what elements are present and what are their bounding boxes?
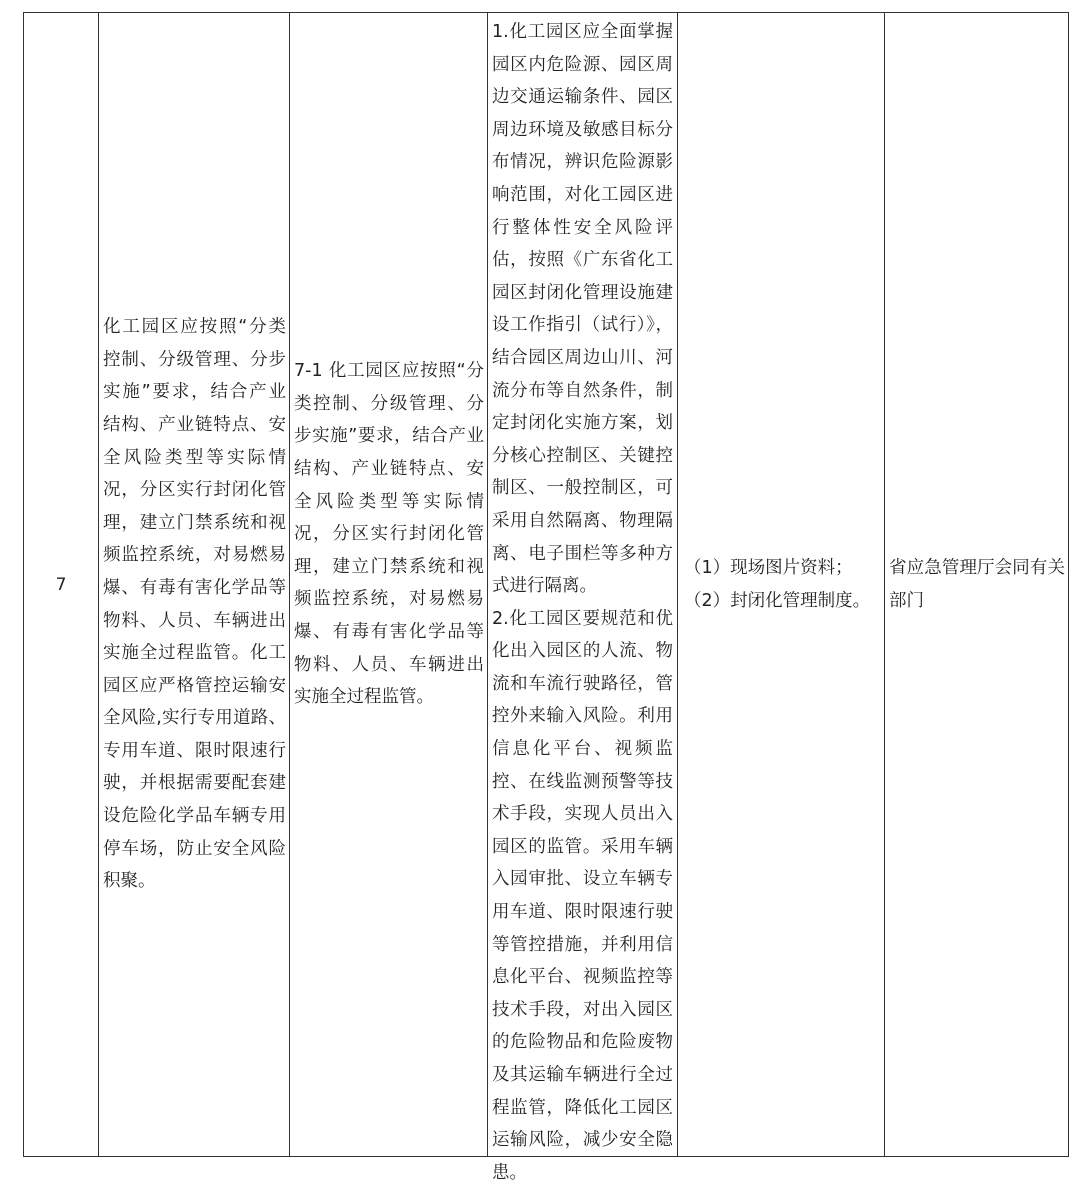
- item-cell: [290, 13, 487, 1156]
- method-text-2: 2.化工园区要规范和优化出入园区的人流、物流和车流行驶路径，管控外来输入风险。利用信息化平台、视频监控、在线监测预警等技术手段，实现人员出入园区的监管。采用车辆入园审批、设立车辆专用车道、限时限速行驶等管控措施，并利用信息化平台、视频监控等技术手段，对出入园区的危险物品和危险废物及其运输车辆进行全过程监管，降低化工园区运输风险，减少安全隐患。: [492, 608, 673, 1183]
- evidence-list: [684, 552, 870, 617]
- department-cell: [885, 13, 1068, 1156]
- evidence-item: （2）封闭化管理制度。: [684, 591, 871, 611]
- evidence-item: （1）现场图片资料；: [684, 558, 853, 579]
- requirement-text: 化工园区应按照“分类控制、分级管理、分步实施”要求，结合产业结构、产业链特点、安全风险类型等实际情况，分区实行封闭化管理，建立门禁系统和视频监控系统，对易燃易爆、有毒有害化学品等物料、人员、车辆进出实施全过程监管。化工园区应严格管控运输安全风险,实行专用道路、专用车道、限时限速行驶，并根据需要配套建设危险化学品车辆专用停车场，防止安全风险积聚。: [103, 317, 286, 892]
- requirements-table: [23, 12, 1069, 1183]
- number-cell: [24, 13, 98, 1156]
- department-text: 省应急管理厅会同有关部门: [889, 558, 1065, 611]
- method-text-1: 1.化工园区应全面掌握园区内危险源、园区周边交通运输条件、园区周边环境及敏感目标分布情况，辨识危险源影响范围，对化工园区进行整体性安全风险评估，按照《广东省化工园区封闭化管理设施建设工作指引（试行）》，结合园区周边山川、河流分布等自然条件，制定封闭化实施方案，划分核心控制区、关键控制区、一般控制区，可采用自然隔离、物理隔离、电子围栏等多种方式进行隔离。: [492, 22, 673, 597]
- method-cell: [488, 13, 677, 1183]
- item-text: 7-1 化工园区应按照“分类控制、分级管理、分步实施”要求，结合产业结构、产业链特点、安全风险类型等实际情况，分区实行封闭化管理，建立门禁系统和视频监控系统，对易燃易爆、有毒有害化学品等物料、人员、车辆进出实施全过程监管。: [294, 361, 484, 708]
- requirement-cell: [99, 13, 289, 1156]
- evidence-cell: [678, 13, 884, 1156]
- row-number: 7: [55, 574, 67, 595]
